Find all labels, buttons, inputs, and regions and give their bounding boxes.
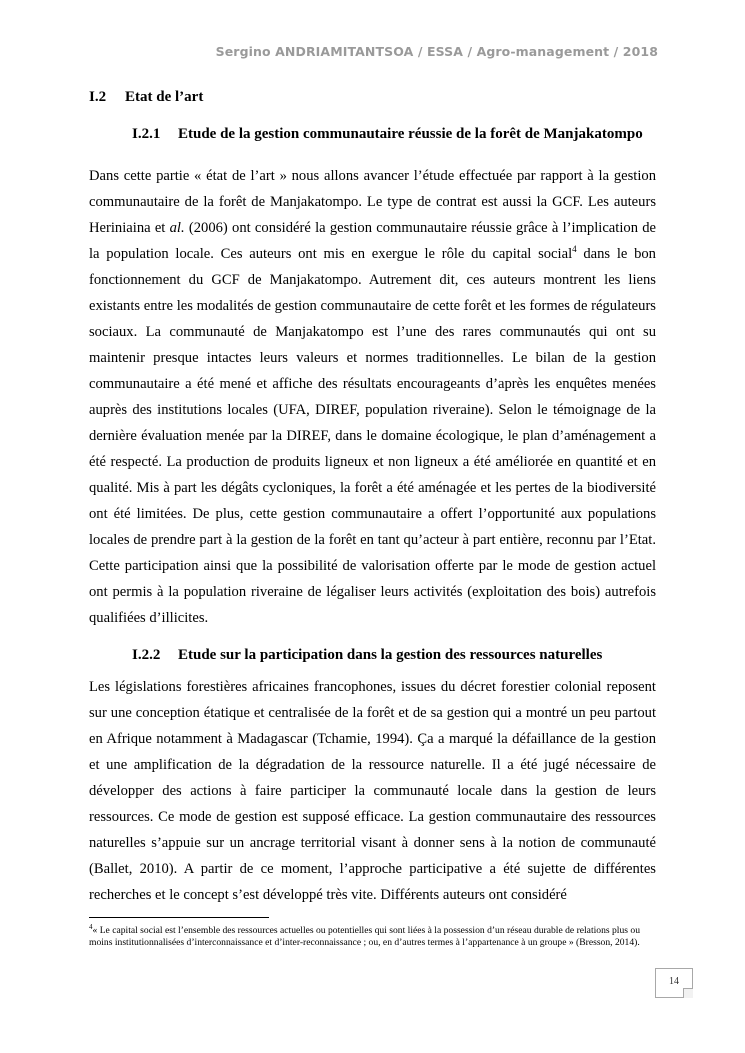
paragraph-1-text-b: (2006) ont considéré la gestion communautaire réussie grâce à l’implication de la population locale. Ces auteurs ont mis en exergue le rôle du capital social (89, 220, 657, 262)
paragraph-1-text-c: dans le bon fonctionnement du GCF de Manjakatompo. Autrement dit, ces auteurs montrent les liens existants entre les modalités de gestion communautaire de cette forêt et les formes de régulateurs sociaux. La communauté de Manjakatompo est l’une des rares communautés qui ont su maintenir presque intactes leurs valeurs et normes traditionnelles. Le bilan de la gestion communautaire a été mené et affiche des résultats encourageants d’après les enquêtes menées auprès des institutions locales (UFA, DIREF, population riveraine). Selon le témoignage de la dernière évaluation menée par la DIREF, dans le domaine écologique, le plan d’aménagement a été respecté. La production de produits ligneux et non ligneux a été améliorée en quantité et en qualité. Mis à part les dégâts cycloniques, la forêt a été aménagée et les pertes de la biodiversité ont été limitées. De plus, cette gestion communautaire a offert l’opportunité aux populations locales de prendre part à la gestion de la forêt en tant qu’acteur à part entière, reconnu par l’Etat. Cette participation ainsi que la possibilité de valorisation offerte par le mode de gestion actuel ont permis à la population riveraine de légaliser leurs activités (exploitation des bois) autrefois qualifiées d’illicites. (89, 246, 656, 626)
footnote-divider (89, 917, 269, 918)
subsection-number-1: I.2.1 (132, 126, 161, 142)
paragraph-1-text-a: Dans cette partie « état de l’art » nous allons avancer l’étude effectuée par rapport à la gestion communautaire de la forêt de Manjakatompo. Le type de contrat est aussi la GCF. Les auteurs Heriniaina et (89, 168, 656, 236)
footnote (89, 922, 656, 949)
footnote-reference: 4 (572, 244, 577, 255)
section-heading (89, 89, 203, 106)
paragraph-1-italic: al. (169, 220, 185, 236)
subsection-heading-2 (132, 647, 602, 664)
footnote-marker: 4 (89, 922, 93, 931)
subsection-number-2: I.2.2 (132, 647, 161, 663)
page-number: 14 (655, 968, 693, 998)
paragraph-2: Les législations forestières africaines francophones, issues du décret forestier colonial reposent sur une conception étatique et centralisée de la forêt et de sa gestion qui a montré un peu partout en Afrique notamment à Madagascar (Tchamie, 1994). Ça a marqué la défaillance de la gestion et une amplification de la dégradation de la ressource naturelle. Il a été jugé nécessaire de développer des actions à faire participer la communauté locale dans la gestion de leurs ressources. Ce mode de gestion est supposé efficace. La gestion communautaire des ressources naturelles s’appuie sur un ancrage territorial visant à donner sens à la notion de communauté (Ballet, 2010). A partir de ce moment, l’approche participative a été sujette de différentes recherches et le concept s’est développé très vite. Différents auteurs ont considéré (89, 679, 656, 903)
subsection-title-1: Etude de la gestion communautaire réussie de la forêt de Manjakatompo (178, 126, 643, 142)
section-number: I.2 (89, 89, 107, 105)
section-title: Etat de l’art (125, 89, 204, 105)
paragraph-1 (89, 163, 656, 631)
page-curl-decoration (683, 988, 693, 998)
footnote-text: « Le capital social est l’ensemble des ressources actuelles ou potentielles qui sont liées à la possession d’un réseau durable de relations plus ou moins institutionnalisées d’interconnaissance et d’inter-reconnaissance ; ou, en d’autres termes à l’appartenance à un groupe » (Bresson, 2014). (89, 925, 640, 948)
subsection-heading-1 (132, 126, 643, 143)
running-header: Sergino ANDRIAMITANTSOA / ESSA / Agro-management / 2018 (215, 44, 658, 59)
subsection-title-2: Etude sur la participation dans la gestion des ressources naturelles (178, 647, 603, 663)
